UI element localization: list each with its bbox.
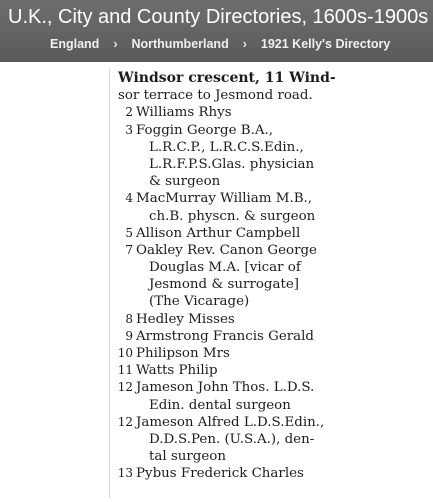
entry-continuation: Jesmond & surrogate] [149, 277, 299, 293]
house-number: 2 [125, 105, 133, 120]
house-number: 11 [117, 363, 133, 378]
street-heading-line: Windsor crescent, 11 Wind- [118, 70, 336, 86]
entry-continuation: tal surgeon [149, 449, 226, 465]
entry-continuation: (The Vicarage) [149, 294, 250, 310]
breadcrumb-england[interactable]: England [50, 37, 100, 51]
house-number: 8 [125, 311, 133, 326]
directory-entries [113, 70, 363, 483]
entry-list [113, 104, 363, 482]
directory-entry [113, 311, 363, 328]
house-number: 10 [117, 346, 133, 360]
entry-continuation: L.R.C.P., L.R.C.S.Edin., [149, 139, 304, 155]
breadcrumb-northumberland[interactable]: Northumberland [131, 37, 229, 51]
entry-continuation: L.R.F.P.S.Glas. physician [149, 156, 315, 172]
resident-name: Hedley Misses [136, 311, 235, 327]
app-header [0, 0, 433, 62]
resident-name: Foggin George B.A., [136, 122, 274, 138]
entry-continuation: ch.B. physcn. & surgeon [149, 208, 316, 224]
resident-name: Jameson Alfred L.D.S.Edin., [136, 414, 325, 430]
directory-entry [113, 379, 363, 413]
directory-entry [113, 465, 363, 482]
directory-entry [113, 104, 363, 121]
resident-name: Watts Philip [136, 363, 218, 379]
directory-page-image [0, 62, 433, 502]
resident-name: Allison Arthur Campbell [136, 225, 301, 241]
directory-entry [113, 345, 363, 362]
resident-name: Oakley Rev. Canon George [136, 242, 317, 258]
breadcrumb [50, 37, 390, 51]
resident-name: Williams Rhys [136, 105, 232, 121]
house-number: 5 [125, 225, 133, 240]
resident-name: Philipson Mrs [136, 346, 230, 361]
entry-continuation: Edin. dental surgeon [149, 397, 291, 413]
resident-name: MacMurray William M.B., [136, 191, 313, 207]
breadcrumb-directory[interactable]: 1921 Kelly's Directory [260, 37, 391, 51]
directory-entry [113, 225, 363, 242]
house-number: 9 [125, 328, 133, 343]
house-number: 12 [117, 414, 133, 429]
entry-continuation: & surgeon [149, 174, 221, 190]
house-number: 3 [125, 122, 133, 137]
resident-name: Pybus Frederick Charles [136, 466, 304, 482]
entry-continuation: D.D.S.Pen. (U.S.A.), den- [149, 431, 315, 447]
directory-entry [113, 190, 363, 224]
house-number: 13 [117, 466, 133, 481]
street-heading-line: sor terrace to Jesmond road. [118, 88, 313, 104]
chevron-right-icon: › [113, 37, 118, 51]
directory-entry [113, 414, 363, 466]
resident-name: Jameson John Thos. L.D.S. [136, 380, 315, 396]
house-number: 4 [125, 191, 133, 206]
resident-name: Armstrong Francis Gerald [136, 328, 315, 344]
column-rule [109, 68, 110, 498]
chevron-right-icon: › [242, 37, 247, 51]
page-title: U.K., City and County Directories, 1600s-1900s [8, 6, 429, 28]
street-heading [113, 70, 363, 104]
entry-continuation: Douglas M.A. [vicar of [149, 260, 301, 276]
house-number: 7 [125, 242, 133, 257]
house-number: 12 [117, 380, 133, 395]
directory-entry [113, 122, 363, 191]
directory-entry [113, 242, 363, 311]
directory-entry [113, 362, 363, 379]
directory-entry [113, 328, 363, 345]
